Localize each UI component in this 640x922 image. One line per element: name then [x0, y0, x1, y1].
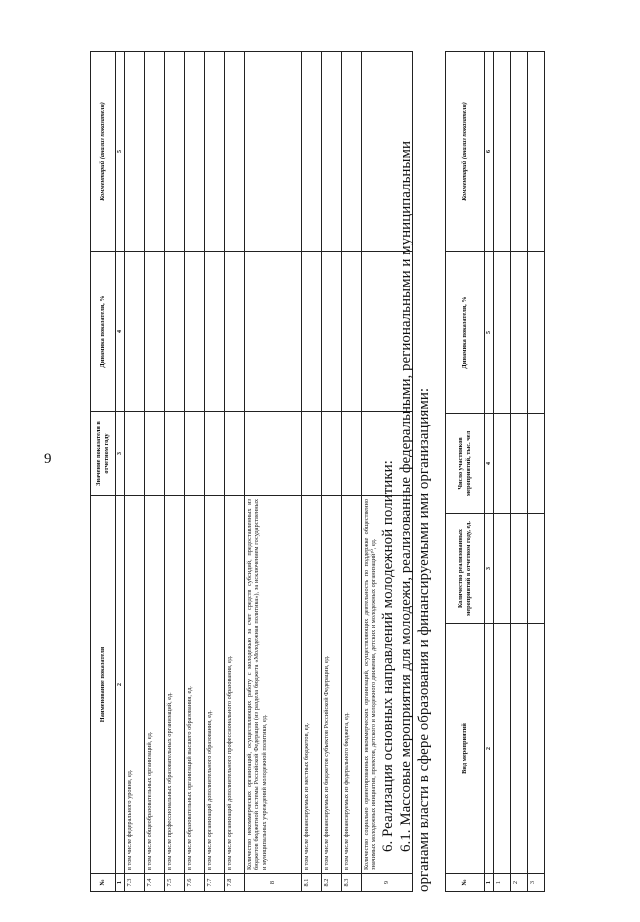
comment-cell — [164, 52, 184, 252]
value-cell — [184, 412, 204, 496]
column-numbers-row — [116, 52, 125, 892]
dynamics-cell — [244, 252, 301, 412]
column-number: 5 — [485, 252, 494, 414]
table-row — [341, 52, 361, 892]
comment-cell — [144, 52, 164, 252]
column-number: 1 — [485, 874, 494, 892]
row-number: 9 — [361, 874, 412, 892]
row-number: 1 — [493, 874, 510, 892]
section-6-1-heading: 6.1. Массовые мероприятия для молодежи, реализованные федеральными, региональными и муниципальными — [398, 140, 414, 852]
value-cell — [244, 412, 301, 496]
row-name: в том числе организаций дополнительного образования, ед. — [204, 496, 224, 874]
table-row — [224, 52, 244, 892]
row-name: в том числе профессиональных образовательных организаций, ед. — [164, 496, 184, 874]
dynamics-cell — [510, 252, 527, 414]
comment-cell — [301, 52, 321, 252]
value-cell — [204, 412, 224, 496]
dynamics-cell — [224, 252, 244, 412]
column-number: 5 — [116, 52, 125, 252]
column-number: 1 — [116, 874, 125, 892]
comment-cell — [527, 52, 544, 252]
row-name: в том числе финансируемых из местных бюджетов, ед. — [301, 496, 321, 874]
row-number: 7.3 — [124, 874, 144, 892]
value-cell — [321, 412, 341, 496]
column-numbers-row — [485, 52, 494, 892]
column-number: 4 — [485, 414, 494, 514]
table-row — [527, 52, 544, 892]
comment-cell — [124, 52, 144, 252]
value-cell — [224, 412, 244, 496]
header-value: Значение показателя в отчетном году — [91, 412, 116, 496]
event-type-cell — [527, 624, 544, 874]
row-name: Количество социально ориентированных некоммерческих организаций, осуществляющих деятельность по поддержке общественно значимых молодежных инициатив, проектов, детского и молодежного движения, детских и молодежных организаций¹⁰, ед. — [361, 496, 412, 874]
header-number: № — [446, 874, 485, 892]
table-row — [510, 52, 527, 892]
dynamics-cell — [184, 252, 204, 412]
comment-cell — [184, 52, 204, 252]
row-name: Количество некоммерческих организаций, осуществляющих работу с молодежью за счет средств субсидий, предоставленных из бюджетов бюджетной системы Российской Федерации (из раздела бюджета «Молодежная политика»), за исключением государственных и муниципальных учреждений молодежной политики, ед. — [244, 496, 301, 874]
row-name: в том числе финансируемых из бюджетов субъектов Российской Федерации, ед. — [321, 496, 341, 874]
table-row — [321, 52, 341, 892]
header-number: № — [91, 874, 116, 892]
value-cell — [341, 412, 361, 496]
value-cell — [301, 412, 321, 496]
table-row — [144, 52, 164, 892]
dynamics-cell — [144, 252, 164, 412]
participants-cell — [527, 414, 544, 514]
header-comment: Комментарий (анализ показателя) — [91, 52, 116, 252]
header-event-type: Вид мероприятий — [446, 624, 485, 874]
section-6-heading: 6. Реализация основных направлений молодежной политики: — [380, 460, 396, 852]
comment-cell — [244, 52, 301, 252]
participants-cell — [510, 414, 527, 514]
row-number: 8.2 — [321, 874, 341, 892]
row-number: 7.5 — [164, 874, 184, 892]
header-dynamics: Динамика показателя, % — [446, 252, 485, 414]
table-row — [301, 52, 321, 892]
dynamics-cell — [301, 252, 321, 412]
page-number: 9 — [44, 451, 52, 467]
event-type-cell — [493, 624, 510, 874]
events-table — [445, 51, 545, 892]
comment-cell — [493, 52, 510, 252]
dynamics-cell — [204, 252, 224, 412]
dynamics-cell — [527, 252, 544, 414]
header-participants: Число участников мероприятий, тыс. чел — [446, 414, 485, 514]
header-comment: Комментарий (анализ показателя) — [446, 52, 485, 252]
row-number: 8.1 — [301, 874, 321, 892]
row-number: 7.7 — [204, 874, 224, 892]
section-6-1-heading-continued: органами власти в сфере образования и финансируемыми ими организациями: — [416, 387, 432, 892]
header-event-count: Количество реализованных мероприятий в отчетном году, ед. — [446, 514, 485, 624]
row-name: в том числе образовательных организаций высшего образования, ед. — [184, 496, 204, 874]
dynamics-cell — [164, 252, 184, 412]
indicators-table — [90, 51, 413, 892]
event-count-cell — [527, 514, 544, 624]
row-number: 3 — [527, 874, 544, 892]
value-cell — [164, 412, 184, 496]
column-number: 6 — [485, 52, 494, 252]
column-number: 3 — [116, 412, 125, 496]
table-header-row — [446, 52, 485, 892]
column-number: 2 — [116, 496, 125, 874]
dynamics-cell — [124, 252, 144, 412]
row-number: 7.4 — [144, 874, 164, 892]
row-number: 8 — [244, 874, 301, 892]
column-number: 4 — [116, 252, 125, 412]
row-number: 2 — [510, 874, 527, 892]
event-count-cell — [510, 514, 527, 624]
row-name: в том числе финансируемых из федерального бюджета, ед. — [341, 496, 361, 874]
header-indicator-name: Наименование показателя — [91, 496, 116, 874]
column-number: 3 — [485, 514, 494, 624]
comment-cell — [224, 52, 244, 252]
comment-cell — [204, 52, 224, 252]
row-name: в том числе федерального уровня, ед. — [124, 496, 144, 874]
row-number: 8.3 — [341, 874, 361, 892]
event-count-cell — [493, 514, 510, 624]
dynamics-cell — [493, 252, 510, 414]
dynamics-cell — [341, 252, 361, 412]
value-cell — [144, 412, 164, 496]
table-row — [124, 52, 144, 892]
event-type-cell — [510, 624, 527, 874]
value-cell — [124, 412, 144, 496]
comment-cell — [510, 52, 527, 252]
table-header-row — [91, 52, 116, 892]
dynamics-cell — [321, 252, 341, 412]
header-dynamics: Динамика показателя, % — [91, 252, 116, 412]
table-row — [244, 52, 301, 892]
participants-cell — [493, 414, 510, 514]
table-row — [184, 52, 204, 892]
row-name: в том числе организаций дополнительного профессионального образования, ед. — [224, 496, 244, 874]
row-number: 7.6 — [184, 874, 204, 892]
comment-cell — [321, 52, 341, 252]
table-row — [164, 52, 184, 892]
table-row — [204, 52, 224, 892]
row-number: 7.8 — [224, 874, 244, 892]
column-number: 2 — [485, 624, 494, 874]
comment-cell — [341, 52, 361, 252]
row-name: в том числе общеобразовательных организаций, ед. — [144, 496, 164, 874]
table-row — [493, 52, 510, 892]
